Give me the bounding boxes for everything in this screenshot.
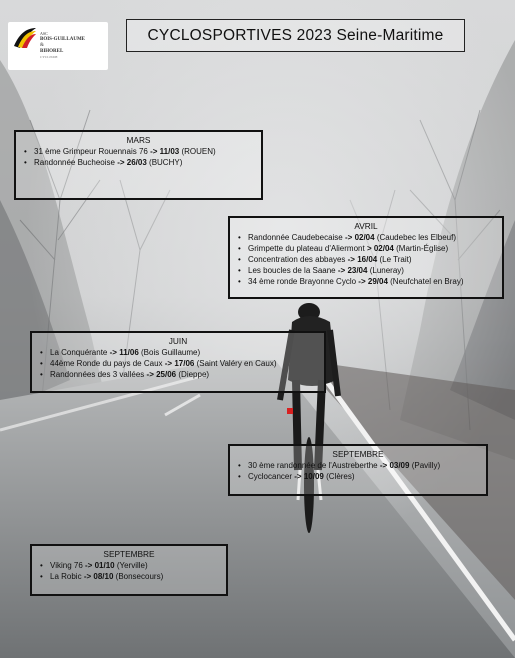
event-item: • Les boucles de la Saane -> 23/04 (Luneray)	[248, 265, 494, 276]
month-heading: JUIN	[168, 336, 188, 346]
month-panel-mars	[14, 130, 263, 200]
month-heading: AVRIL	[354, 221, 378, 231]
month-panel-juin	[30, 331, 326, 393]
event-item: • La Conquérante -> 11/06 (Bois Guillaume)	[50, 347, 316, 358]
month-heading: SEPTEMBRE	[103, 549, 155, 559]
event-item: • Randonnée Bucheoise -> 26/03 (BUCHY)	[34, 157, 253, 168]
month-heading: MARS	[126, 135, 151, 145]
event-item: • 31 ème Grimpeur Rouennais 76 -> 11/03 (ROUEN)	[34, 146, 253, 157]
club-logo	[8, 22, 108, 70]
logo-line-2: BOIS-GUILLAUME	[40, 37, 86, 42]
event-item: • Concentration des abbayes -> 16/04 (Le Trait)	[248, 254, 494, 265]
month-panel-octobre	[30, 544, 228, 596]
logo-line-4: BIHOREL	[40, 49, 64, 54]
logo-line-5: CYCLISME	[40, 55, 58, 59]
month-heading: SEPTEMBRE	[332, 449, 384, 459]
event-item: • La Robic -> 08/10 (Bonsecours)	[50, 571, 218, 582]
club-emblem-icon	[12, 26, 38, 50]
event-item: • 34 ème ronde Brayonne Cyclo -> 29/04 (Neufchatel en Bray)	[248, 276, 494, 287]
month-panel-septembre	[228, 444, 488, 496]
event-item: • 44ème Ronde du pays de Caux -> 17/06 (Saint Valéry en Caux)	[50, 358, 316, 369]
event-item: • Cyclocancer -> 10/09 (Clères)	[248, 471, 478, 482]
event-item: • Grimpette du plateau d'Aliermont > 02/04 (Martin-Église)	[248, 243, 494, 254]
event-item: • 30 ème randonnée de l'Austreberthe -> 03/09 (Pavilly)	[248, 460, 478, 471]
page-title: CYCLOSPORTIVES 2023 Seine-Maritime	[126, 19, 465, 52]
logo-line-1: ASC	[40, 31, 48, 36]
logo-line-3: &	[40, 43, 44, 48]
month-panel-avril	[228, 216, 504, 299]
event-item: • Randonnée Caudebecaise -> 02/04 (Caudebec les Elbeuf)	[248, 232, 494, 243]
event-item: • Randonnées des 3 vallées -> 25/06 (Dieppe)	[50, 369, 316, 380]
event-item: • Viking 76 -> 01/10 (Yerville)	[50, 560, 218, 571]
